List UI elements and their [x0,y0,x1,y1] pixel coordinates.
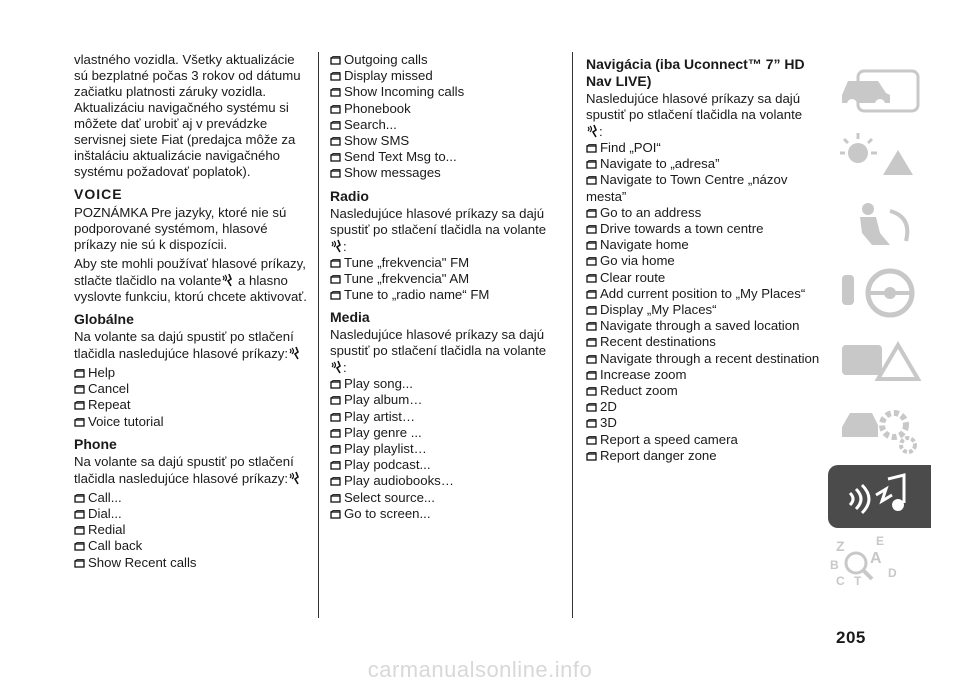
list-item [330,117,562,133]
bullet-icon [586,419,597,428]
phone-command-list-continued [330,52,562,182]
list-item-label: Search... [344,116,397,132]
global-intro-text: Na volante sa dajú spustiť po stlačení tlačidla nasledujúce hlasové príkazy: [74,329,294,361]
voice-instructions [74,256,310,305]
voice-button-icon [221,272,234,288]
index-letter: D [888,566,897,580]
list-item-label: Navigate through a saved location [600,318,800,334]
list-item [330,255,562,271]
bullet-icon [586,403,597,412]
navigation-intro: Nasledujúce hlasové príkazy sa dajú spustiť po stlačení tlačidla na volante [586,91,803,122]
list-item-label: Show Recent calls [88,554,197,570]
tab-safety[interactable] [828,193,931,256]
bullet-icon [586,209,597,218]
list-item-label: Call back [88,538,143,554]
bullet-icon [586,322,597,331]
bullet-icon [330,396,341,405]
list-item [330,52,562,68]
list-item [330,392,562,408]
voice-heading: VOICE [74,186,123,202]
list-item [74,397,310,413]
list-item [586,448,822,464]
index-letter: E [876,534,885,548]
list-item [586,432,822,448]
tab-maintenance[interactable] [828,397,931,460]
bullet-icon [74,494,85,503]
bullet-icon [74,401,85,410]
column-divider [572,52,573,618]
list-item-label: Go to screen... [344,505,431,521]
list-item-label: Play album… [344,392,423,408]
bullet-icon [330,275,341,284]
list-item-label: Dial... [88,506,122,522]
column-divider [318,52,319,618]
list-item-label: Voice tutorial [88,413,164,429]
bullet-icon [586,371,597,380]
bullet-icon [330,259,341,268]
list-item-label: Help [88,365,116,380]
bullet-icon [330,72,341,81]
list-item [74,365,310,381]
bullet-icon [586,387,597,396]
bullet-icon [330,153,341,162]
bullet-icon [586,290,597,299]
bullet-icon [74,559,85,568]
list-item [74,490,310,506]
phone-heading: Phone [74,435,117,452]
media-command-list [330,376,562,522]
list-item-label: Navigate through a recent destination [600,350,820,366]
list-item [330,490,562,506]
navigation-voice-line [586,123,822,140]
emergency-icon [828,329,931,392]
list-item [586,367,822,383]
list-item [330,409,562,425]
list-item-label: Clear route [600,269,666,285]
list-item-label: Show Incoming calls [344,84,465,100]
list-item [330,133,562,149]
radio-intro: Nasledujúce hlasové príkazy sa dajú spustiť po stlačení tlačidla na volante [330,205,547,237]
list-item [586,302,822,318]
bullet-icon [330,461,341,470]
watermark: carmanualsonline.info [367,657,593,682]
bullet-icon [586,225,597,234]
tab-emergency[interactable] [828,329,931,392]
bullet-icon [586,144,597,153]
maintenance-icon [828,397,931,460]
tab-warning-lights[interactable] [828,125,931,188]
colon: : [343,360,347,376]
index-letter: T [854,574,862,588]
list-item [586,415,822,431]
voice-instructions-b: a hlasno vyslovte funkciu, ktorú chcete aktivovať. [74,273,307,304]
list-item [586,253,822,269]
bullet-icon [330,121,341,130]
list-item-label: Report a speed camera [600,431,738,447]
list-item [330,376,562,392]
voice-note: POZNÁMKA Pre jazyky, ktoré nie sú podporované systémom, hlasové príkazy nie sú k dispozícii. [74,205,287,252]
bullet-icon [586,355,597,364]
list-item [586,351,822,367]
index-letter: B [830,558,839,572]
bullet-icon [586,338,597,347]
multimedia-icon [828,465,931,528]
index-letter: A [870,550,882,567]
phone-command-list [74,490,310,571]
list-item-label: Report danger zone [600,447,717,463]
list-item [330,165,562,181]
list-item-label: Recent destinations [600,334,716,350]
list-item-label: Repeat [88,397,131,413]
list-item [330,506,562,522]
list-item [330,149,562,165]
bullet-icon [586,436,597,445]
list-item [74,555,310,571]
bullet-icon [586,176,597,185]
list-item-label: Add current position to „My Places“ [600,285,806,301]
list-item-label: Select source... [344,489,435,505]
bullet-icon [74,418,85,427]
bullet-icon [330,88,341,97]
tab-index[interactable] [828,533,931,596]
bullet-icon [330,429,341,438]
radio-command-list [330,255,562,304]
list-item-label: Call... [88,489,122,505]
bullet-icon [330,56,341,65]
list-item-label: Tune to „radio name“ FM [344,287,490,303]
bullet-icon [330,413,341,422]
list-item-label: Play audiobooks… [344,473,454,489]
bullet-icon [330,291,341,300]
list-item [586,205,822,221]
list-item-label: Redial [88,522,126,538]
bullet-icon [330,105,341,114]
column-3 [586,52,822,464]
global-intro [74,329,310,362]
list-item [330,271,562,287]
column-2 [330,52,562,522]
column-1 [74,52,310,571]
bullet-icon [586,257,597,266]
bullet-icon [330,137,341,146]
list-item [74,381,310,397]
voice-button-icon [288,470,301,486]
list-item-label: Outgoing calls [344,52,428,67]
list-item-label: Play playlist… [344,441,427,457]
list-item [330,68,562,84]
list-item-label: Show messages [344,165,441,181]
list-item-label: Play song... [344,376,413,392]
list-item-label: Display missed [344,68,433,84]
media-heading: Media [330,309,370,326]
list-item-label: Go via home [600,253,675,269]
voice-button-icon [288,345,301,361]
bullet-icon [74,385,85,394]
list-item [586,140,822,156]
bullet-icon [330,169,341,178]
list-item-label: Reduct zoom [600,383,678,399]
list-item [74,506,310,522]
list-item [586,318,822,334]
bullet-icon [586,160,597,169]
colon: : [599,124,603,139]
list-item-label: Play podcast... [344,457,431,473]
list-item [586,270,822,286]
list-item [330,101,562,117]
global-heading: Globálne [74,311,134,327]
warning-lights-icon [828,125,931,188]
voice-instructions-a: Aby ste mohli používať hlasové príkazy, stlačte tlačidlo na volante [74,256,306,288]
bullet-icon [586,452,597,461]
list-item-label: Navigate to „adresa” [600,156,720,172]
bullet-icon [74,542,85,551]
list-item-label: Tune „frekvencia" FM [344,254,470,270]
list-item [586,383,822,399]
list-item-label: Play artist… [344,408,416,424]
list-item [74,522,310,538]
bullet-icon [586,274,597,283]
list-item-label: Tune „frekvencia" AM [344,270,470,286]
list-item-label: Display „My Places“ [600,302,717,318]
list-item-label: Drive towards a town centre [600,221,764,237]
voice-button-icon [330,359,343,375]
list-item-label: Play genre ... [344,424,422,440]
media-voice-line [330,359,562,376]
car-icon [828,57,931,120]
seat-safety-icon [828,193,931,256]
colon: : [343,238,347,254]
list-item [74,538,310,554]
list-item-label: 3D [600,415,617,431]
list-item-label: Cancel [88,381,130,397]
list-item [586,286,822,302]
list-item-label: Increase zoom [600,366,687,382]
phone-intro [74,454,310,487]
chapter-tabs [828,57,931,601]
list-item [330,287,562,303]
voice-button-icon [586,123,599,139]
tab-multimedia[interactable] [828,465,931,528]
bullet-icon [330,510,341,519]
list-item [74,414,310,430]
index-icon [828,533,931,596]
bullet-icon [330,445,341,454]
bullet-icon [330,380,341,389]
list-item-label: Navigate to Town Centre „názov mesta” [586,172,788,204]
list-item [330,84,562,100]
bullet-icon [74,369,85,378]
list-item [586,172,822,204]
list-item-label: Show SMS [344,133,410,149]
list-item [330,441,562,457]
steering-wheel-icon [828,261,931,324]
navigation-command-list [586,140,822,464]
bullet-icon [330,494,341,503]
bullet-icon [74,526,85,535]
navigation-heading: Navigácia (iba Uconnect™ 7” HD Nav LIVE) [586,56,805,89]
list-item [586,237,822,253]
list-item [330,457,562,473]
page-number: 205 [836,628,866,647]
bullet-icon [330,477,341,486]
list-item [586,156,822,172]
tab-car[interactable] [828,57,931,120]
list-item [586,399,822,415]
index-letter: C [836,574,845,588]
list-item-label: 2D [600,399,617,415]
list-item-label: Find „POI“ [600,140,661,155]
list-item-label: Navigate home [600,237,689,253]
intro-paragraph: vlastného vozidla. Všetky aktualizácie sú bezplatné počas 3 rokov od dátumu začiatku platnosti záruky vozidla. Aktualizáciu navigačného systému si môžete dať urobiť aj v prevádzke servisnej siete Fiat (predajca môže za inštaláciu aktualizácie navigačného systému požadovať poplatok). [74,52,301,179]
radio-heading: Radio [330,187,369,204]
list-item-label: Go to an address [600,204,702,220]
global-command-list [74,365,310,430]
bullet-icon [586,306,597,315]
phone-intro-text: Na volante sa dajú spustiť po stlačení tlačidla nasledujúce hlasové príkazy: [74,453,294,486]
list-item [586,221,822,237]
tab-starting-driving[interactable] [828,261,931,324]
list-item-label: Send Text Msg to... [344,149,457,165]
voice-button-icon [330,238,343,254]
media-intro: Nasledujúce hlasové príkazy sa dajú spustiť po stlačení tlačidla na volante [330,327,547,359]
list-item [330,473,562,489]
bullet-icon [74,510,85,519]
list-item-label: Phonebook [344,100,411,116]
index-letter: Z [836,538,845,554]
list-item [330,425,562,441]
radio-voice-line [330,238,562,255]
list-item [586,334,822,350]
bullet-icon [586,241,597,250]
